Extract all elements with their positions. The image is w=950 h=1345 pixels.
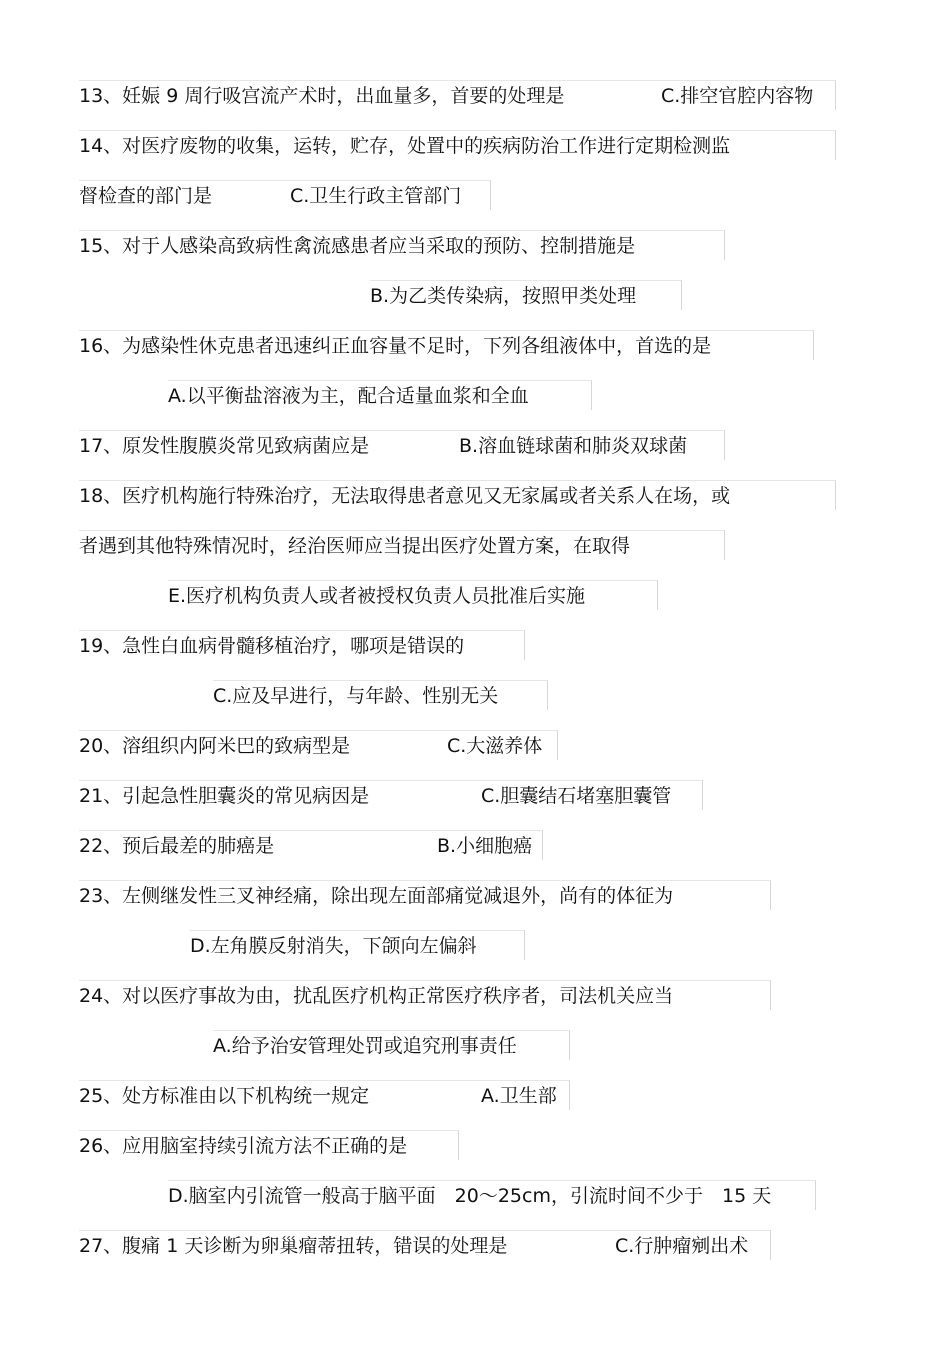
answer-line (190, 930, 525, 960)
answer-text: C.应及早进行，与年龄、性别无关 (213, 685, 499, 707)
answer-text: E.医疗机构负责人或者被授权负责人员批准后实施 (168, 585, 586, 607)
answer-text: C.大滋养体 (447, 735, 543, 757)
question-text: 23、左侧继发性三叉神经痛，除出现左面部痛觉减退外，尚有的体征为 (79, 885, 674, 907)
answer-text: B.小细胞癌 (437, 835, 533, 857)
answer-text: A.以平衡盐溶液为主，配合适量血浆和全血 (168, 385, 529, 407)
question-line (79, 730, 558, 760)
answer-text: C.卫生行政主管部门 (290, 185, 462, 207)
question-line (79, 980, 771, 1010)
question-line (79, 430, 725, 460)
question-text: 25、处方标准由以下机构统一规定 (79, 1085, 370, 1107)
question-text: 27、腹痛 1 天诊断为卵巢瘤蒂扭转，错误的处理是 (79, 1235, 508, 1257)
question-line (79, 530, 725, 560)
question-text: 19、急性白血病骨髓移植治疗，哪项是错误的 (79, 635, 465, 657)
answer-text: C.行肿瘤剜出术 (615, 1235, 749, 1257)
question-text: 21、引起急性胆囊炎的常见病因是 (79, 785, 370, 807)
question-text: 督检查的部门是 (79, 185, 213, 207)
question-text: 20、溶组织内阿米巴的致病型是 (79, 735, 351, 757)
question-line (79, 330, 814, 360)
question-line (79, 880, 771, 910)
question-text: 17、原发性腹膜炎常见致病菌应是 (79, 435, 370, 457)
answer-text: D.左角膜反射消失，下颌向左偏斜 (190, 935, 477, 957)
answer-line (168, 1180, 816, 1210)
answer-line (213, 680, 548, 710)
answer-line (370, 280, 682, 310)
question-line (79, 180, 491, 210)
question-line (79, 1230, 771, 1260)
question-line (79, 480, 836, 510)
answer-line (213, 1030, 570, 1060)
question-line (79, 630, 525, 660)
answer-text: D.脑室内引流管一般高于脑平面 20～25cm，引流时间不少于 15 天 (168, 1185, 772, 1207)
question-line (79, 130, 836, 160)
question-line (79, 80, 836, 110)
question-text: 26、应用脑室持续引流方法不正确的是 (79, 1135, 408, 1157)
question-text: 22、预后最差的肺癌是 (79, 835, 275, 857)
answer-text: A.给予治安管理处罚或追究刑事责任 (213, 1035, 517, 1057)
answer-line (168, 380, 592, 410)
question-line (79, 780, 703, 810)
answer-text: B.溶血链球菌和肺炎双球菌 (459, 435, 688, 457)
answer-line (168, 580, 658, 610)
answer-text: B.为乙类传染病，按照甲类处理 (370, 285, 637, 307)
question-text: 14、对医疗废物的收集，运转，贮存，处置中的疾病防治工作进行定期检测监 (79, 135, 731, 157)
answer-text: C.胆囊结石堵塞胆囊管 (481, 785, 672, 807)
question-text: 13、妊娠 9 周行吸宫流产术时，出血量多，首要的处理是 (79, 85, 565, 107)
question-text: 18、医疗机构施行特殊治疗，无法取得患者意见又无家属或者关系人在场，或 (79, 485, 731, 507)
question-line (79, 830, 543, 860)
question-text: 16、为感染性休克患者迅速纠正血容量不足时，下列各组液体中，首选的是 (79, 335, 712, 357)
question-text: 15、对于人感染高致病性禽流感患者应当采取的预防、控制措施是 (79, 235, 636, 257)
question-line (79, 230, 725, 260)
question-line (79, 1130, 459, 1160)
question-text: 24、对以医疗事故为由，扰乱医疗机构正常医疗秩序者，司法机关应当 (79, 985, 674, 1007)
question-line (79, 1080, 570, 1110)
question-text: 者遇到其他特殊情况时，经治医师应当提出医疗处置方案，在取得 (79, 535, 631, 557)
answer-text: A.卫生部 (481, 1085, 557, 1107)
answer-text: C.排空官腔内容物 (661, 85, 814, 107)
